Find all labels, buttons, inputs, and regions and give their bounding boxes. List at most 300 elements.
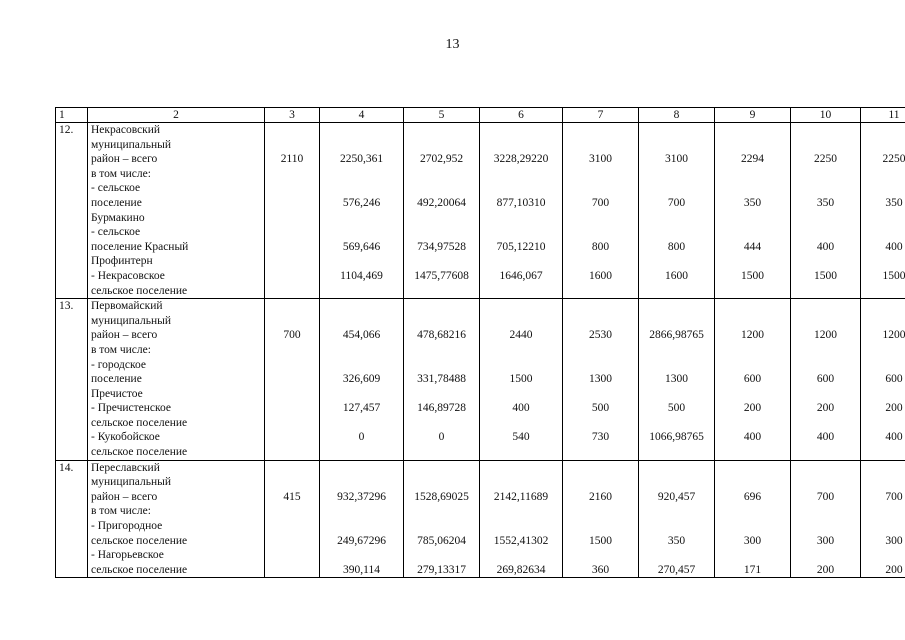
name-line: поселение	[91, 373, 142, 386]
value-line: 2110	[280, 153, 304, 166]
value-line: 400	[816, 431, 835, 444]
value-line	[265, 196, 319, 211]
value-line	[320, 138, 403, 153]
value-line: 2250	[814, 153, 837, 166]
value-line: 705,12210	[496, 240, 546, 253]
value-line: 2530	[589, 329, 612, 342]
value-line	[563, 358, 638, 373]
row-number: 13.	[56, 299, 88, 461]
value-line	[480, 548, 562, 563]
value-line	[861, 314, 905, 329]
value-line	[639, 475, 714, 490]
value-line	[639, 225, 714, 240]
value-line: 877,10310	[496, 196, 546, 209]
value-line: 500	[667, 402, 686, 415]
value-line	[480, 387, 562, 402]
value-line	[791, 387, 860, 402]
value-line: 270,457	[657, 563, 696, 576]
name-line: в том числе:	[91, 505, 151, 518]
value-line	[404, 519, 479, 534]
value-line	[563, 284, 638, 299]
value-cell-col-9	[715, 299, 791, 461]
value-line	[861, 548, 905, 563]
value-line	[480, 299, 562, 314]
name-line: Пречистое	[91, 387, 143, 400]
value-line: 2866,98765	[649, 329, 704, 342]
value-line	[480, 445, 562, 460]
value-line: 300	[743, 534, 762, 547]
value-cell-col-9	[715, 460, 791, 578]
value-line	[791, 416, 860, 431]
value-line	[265, 372, 319, 387]
value-line: 1300	[589, 373, 612, 386]
value-line: 734,97528	[417, 240, 466, 253]
value-line	[265, 240, 319, 255]
value-line	[861, 211, 905, 226]
value-line	[639, 387, 714, 402]
value-line	[791, 314, 860, 329]
value-cell-col-6	[480, 460, 563, 578]
name-line: Профинтерн	[91, 255, 153, 268]
value-line	[791, 167, 860, 182]
name-line: поселение Красный	[91, 240, 189, 253]
value-line	[480, 504, 562, 519]
value-line: 2294	[741, 153, 764, 166]
value-line	[791, 343, 860, 358]
value-line: 200	[743, 402, 762, 415]
value-line	[480, 123, 562, 138]
value-line	[715, 416, 790, 431]
value-line	[563, 387, 638, 402]
value-line	[265, 181, 319, 196]
value-line: 3100	[589, 153, 612, 166]
value-line	[320, 123, 403, 138]
value-line	[404, 167, 479, 182]
value-line	[404, 225, 479, 240]
value-line	[715, 358, 790, 373]
value-line	[480, 416, 562, 431]
value-line	[563, 123, 638, 138]
value-cell-col-3	[265, 299, 320, 461]
value-line: 400	[885, 431, 903, 444]
value-line: 1104,469	[340, 269, 383, 282]
value-line: 1200	[741, 329, 764, 342]
value-line: 300	[816, 534, 835, 547]
value-line	[861, 461, 905, 476]
value-line	[265, 563, 319, 578]
value-line	[265, 299, 319, 314]
column-header: 7	[563, 108, 639, 123]
value-line: 1066,98765	[649, 431, 704, 444]
value-line	[320, 475, 403, 490]
value-line	[480, 284, 562, 299]
value-line: 500	[591, 402, 610, 415]
value-line	[404, 445, 479, 460]
value-line: 492,20064	[417, 196, 466, 209]
value-line: 200	[885, 402, 903, 415]
value-cell-col-3	[265, 123, 320, 299]
table-row	[56, 123, 905, 299]
value-line	[715, 167, 790, 182]
value-line	[320, 548, 403, 563]
value-line	[265, 534, 319, 549]
value-line: 2160	[589, 490, 612, 503]
value-line	[320, 504, 403, 519]
value-line	[480, 138, 562, 153]
value-line: 0	[358, 431, 365, 444]
value-line	[715, 387, 790, 402]
column-header: 6	[480, 108, 563, 123]
name-line: Бурмакино	[91, 211, 145, 224]
name-line: район – всего	[91, 329, 158, 342]
value-line	[404, 504, 479, 519]
value-line	[404, 254, 479, 269]
value-line	[265, 416, 319, 431]
name-line: - сельское	[91, 226, 141, 239]
value-line: 3228,29220	[493, 153, 549, 166]
value-line	[320, 519, 403, 534]
value-line	[639, 314, 714, 329]
name-line: сельское поселение	[91, 284, 188, 297]
value-line	[320, 181, 403, 196]
name-line: муниципальный	[91, 476, 172, 489]
value-line	[639, 416, 714, 431]
value-line	[265, 269, 319, 284]
name-line: район – всего	[91, 153, 158, 166]
value-line: 1300	[665, 373, 688, 386]
value-line	[265, 445, 319, 460]
value-line	[861, 254, 905, 269]
name-line: район – всего	[91, 490, 158, 503]
value-line	[480, 519, 562, 534]
value-line: 1500	[509, 373, 533, 386]
value-line	[265, 504, 319, 519]
value-line	[480, 343, 562, 358]
value-line	[861, 519, 905, 534]
value-line	[404, 138, 479, 153]
column-header: 4	[320, 108, 404, 123]
value-line: 700	[283, 329, 301, 342]
value-line	[563, 504, 638, 519]
value-line	[639, 358, 714, 373]
column-header: 8	[639, 108, 715, 123]
name-line: Некрасовский	[91, 124, 161, 136]
value-line: 350	[816, 196, 835, 209]
value-line	[265, 401, 319, 416]
value-line	[480, 254, 562, 269]
value-line	[861, 123, 905, 138]
value-line: 415	[283, 490, 301, 503]
value-cell-col-3	[265, 460, 320, 578]
value-line	[265, 225, 319, 240]
value-line: 730	[591, 431, 610, 444]
value-line	[404, 358, 479, 373]
value-line: 1500	[882, 269, 905, 282]
value-line: 350	[743, 196, 762, 209]
value-line: 1475,77608	[414, 269, 469, 282]
value-line	[861, 416, 905, 431]
value-cell-col-7	[563, 460, 639, 578]
value-line	[404, 299, 479, 314]
value-line	[480, 358, 562, 373]
column-header: 5	[404, 108, 480, 123]
value-line: 932,37296	[337, 490, 386, 503]
value-line	[404, 548, 479, 563]
value-line: 249,67296	[337, 534, 386, 547]
value-line	[715, 254, 790, 269]
value-line: 3100	[665, 153, 688, 166]
table-row	[56, 299, 905, 461]
value-cell-col-9	[715, 123, 791, 299]
row-number: 12.	[56, 123, 88, 299]
value-cell-col-8	[639, 460, 715, 578]
value-line	[861, 358, 905, 373]
value-line	[265, 254, 319, 269]
value-line: 1500	[814, 269, 837, 282]
value-line	[715, 504, 790, 519]
value-line	[265, 138, 319, 153]
value-line: 478,68216	[417, 329, 466, 342]
value-line: 444	[743, 240, 762, 253]
name-line: - Пригородное	[91, 520, 163, 533]
value-line	[563, 299, 638, 314]
value-line	[265, 358, 319, 373]
value-cell-col-5	[404, 299, 480, 461]
value-line: 326,609	[342, 373, 381, 386]
value-line	[791, 284, 860, 299]
value-line	[563, 416, 638, 431]
value-line: 700	[885, 490, 903, 503]
value-line	[563, 461, 638, 476]
name-line: поселение	[91, 196, 142, 209]
value-line	[265, 343, 319, 358]
value-line	[480, 314, 562, 329]
value-line: 269,82634	[496, 563, 546, 576]
name-line: - Пречистенское	[91, 402, 172, 415]
value-line	[639, 504, 714, 519]
name-line: - Кукобойское	[91, 431, 160, 444]
value-line	[480, 211, 562, 226]
value-line	[265, 284, 319, 299]
value-line: 700	[591, 196, 610, 209]
value-line	[265, 475, 319, 490]
value-line	[639, 181, 714, 196]
value-line: 200	[816, 563, 835, 576]
value-cell-col-10	[791, 299, 861, 461]
value-line	[861, 299, 905, 314]
row-number: 14.	[56, 460, 88, 578]
value-line	[563, 138, 638, 153]
value-line	[715, 475, 790, 490]
value-line	[563, 548, 638, 563]
value-line: 1600	[665, 269, 688, 282]
value-line	[715, 138, 790, 153]
value-line	[791, 358, 860, 373]
value-line: 400	[885, 240, 903, 253]
municipality-name	[88, 123, 265, 299]
value-line: 1200	[814, 329, 837, 342]
value-line	[265, 167, 319, 182]
value-line	[404, 314, 479, 329]
value-line	[265, 387, 319, 402]
value-line	[320, 284, 403, 299]
value-line	[791, 254, 860, 269]
value-line: 700	[667, 196, 686, 209]
value-cell-col-10	[791, 123, 861, 299]
value-line	[715, 211, 790, 226]
name-line: Первомайский	[91, 300, 163, 313]
value-line	[404, 343, 479, 358]
value-line	[639, 299, 714, 314]
value-line: 350	[667, 534, 686, 547]
value-line: 800	[591, 240, 610, 253]
value-line	[320, 254, 403, 269]
value-line	[639, 123, 714, 138]
value-line: 127,457	[342, 402, 381, 415]
column-header: 2	[88, 108, 265, 123]
value-line	[265, 519, 319, 534]
column-header: 11	[861, 108, 905, 123]
column-header: 1	[56, 108, 88, 123]
name-line: муниципальный	[91, 314, 172, 327]
value-line: 2440	[509, 329, 533, 342]
value-cell-col-6	[480, 123, 563, 299]
value-line	[715, 519, 790, 534]
value-line	[791, 504, 860, 519]
value-line	[320, 225, 403, 240]
value-line	[320, 416, 403, 431]
value-line	[639, 445, 714, 460]
value-line	[861, 284, 905, 299]
value-line	[320, 445, 403, 460]
value-line: 800	[667, 240, 686, 253]
name-line: - городское	[91, 358, 147, 371]
value-line: 2142,11689	[493, 490, 549, 503]
value-line	[563, 343, 638, 358]
value-line: 2250,361	[339, 153, 384, 166]
value-line	[715, 284, 790, 299]
value-cell-col-7	[563, 299, 639, 461]
value-line	[791, 181, 860, 196]
value-line	[715, 225, 790, 240]
value-line	[639, 254, 714, 269]
column-header: 9	[715, 108, 791, 123]
value-line: 920,457	[657, 490, 696, 503]
value-line: 696	[743, 490, 762, 503]
value-line	[861, 225, 905, 240]
value-line	[715, 461, 790, 476]
value-line	[639, 519, 714, 534]
value-line	[715, 123, 790, 138]
value-line	[563, 167, 638, 182]
name-line: - Нагорьевское	[91, 549, 164, 562]
name-line: сельское поселение	[91, 416, 188, 429]
value-line: 400	[816, 240, 835, 253]
value-cell-col-4	[320, 123, 404, 299]
value-cell-col-5	[404, 460, 480, 578]
value-line	[404, 284, 479, 299]
value-line: 1500	[741, 269, 764, 282]
value-line	[480, 475, 562, 490]
value-line	[861, 387, 905, 402]
name-line: Переславский	[91, 461, 160, 474]
value-line	[563, 445, 638, 460]
column-header: 10	[791, 108, 861, 123]
name-line: в том числе:	[91, 343, 151, 356]
value-cell-col-4	[320, 460, 404, 578]
value-line: 1500	[589, 534, 612, 547]
value-line: 331,78488	[417, 373, 466, 386]
value-line	[320, 167, 403, 182]
value-line	[480, 461, 562, 476]
value-line	[480, 181, 562, 196]
value-line	[791, 123, 860, 138]
value-line: 1552,41302	[493, 534, 549, 547]
value-line	[563, 211, 638, 226]
value-line	[861, 475, 905, 490]
value-line	[791, 225, 860, 240]
value-line	[861, 343, 905, 358]
value-line	[320, 299, 403, 314]
value-line	[639, 284, 714, 299]
value-line: 2250	[882, 153, 905, 166]
value-line	[639, 138, 714, 153]
value-line	[861, 138, 905, 153]
value-line	[563, 519, 638, 534]
value-line	[404, 461, 479, 476]
value-line	[639, 211, 714, 226]
value-cell-col-11	[861, 460, 905, 578]
value-line	[791, 475, 860, 490]
value-line: 400	[512, 402, 530, 415]
value-line	[404, 416, 479, 431]
value-line	[265, 548, 319, 563]
value-line	[791, 548, 860, 563]
municipality-name	[88, 299, 265, 461]
value-line	[715, 445, 790, 460]
municipality-name	[88, 460, 265, 578]
value-line	[715, 299, 790, 314]
value-line	[320, 343, 403, 358]
value-line: 300	[885, 534, 903, 547]
value-line: 279,13317	[417, 563, 466, 576]
value-line	[861, 445, 905, 460]
value-line: 400	[743, 431, 762, 444]
header-row	[56, 108, 905, 123]
data-table	[55, 107, 905, 578]
value-line: 390,114	[343, 563, 380, 576]
value-line: 600	[816, 373, 835, 386]
name-line: сельское поселение	[91, 534, 188, 547]
value-line: 1200	[882, 329, 905, 342]
value-line: 146,89728	[417, 402, 466, 415]
value-line: 600	[743, 373, 762, 386]
value-line: 1528,69025	[414, 490, 469, 503]
name-line: сельское поселение	[91, 446, 188, 459]
value-line	[320, 314, 403, 329]
value-cell-col-4	[320, 299, 404, 461]
value-line	[404, 387, 479, 402]
value-line: 171	[743, 563, 762, 576]
value-line	[639, 548, 714, 563]
value-line	[791, 461, 860, 476]
value-cell-col-8	[639, 299, 715, 461]
value-line	[563, 181, 638, 196]
value-line	[320, 358, 403, 373]
page-number: 13	[445, 37, 460, 52]
value-line	[861, 181, 905, 196]
value-line	[404, 475, 479, 490]
